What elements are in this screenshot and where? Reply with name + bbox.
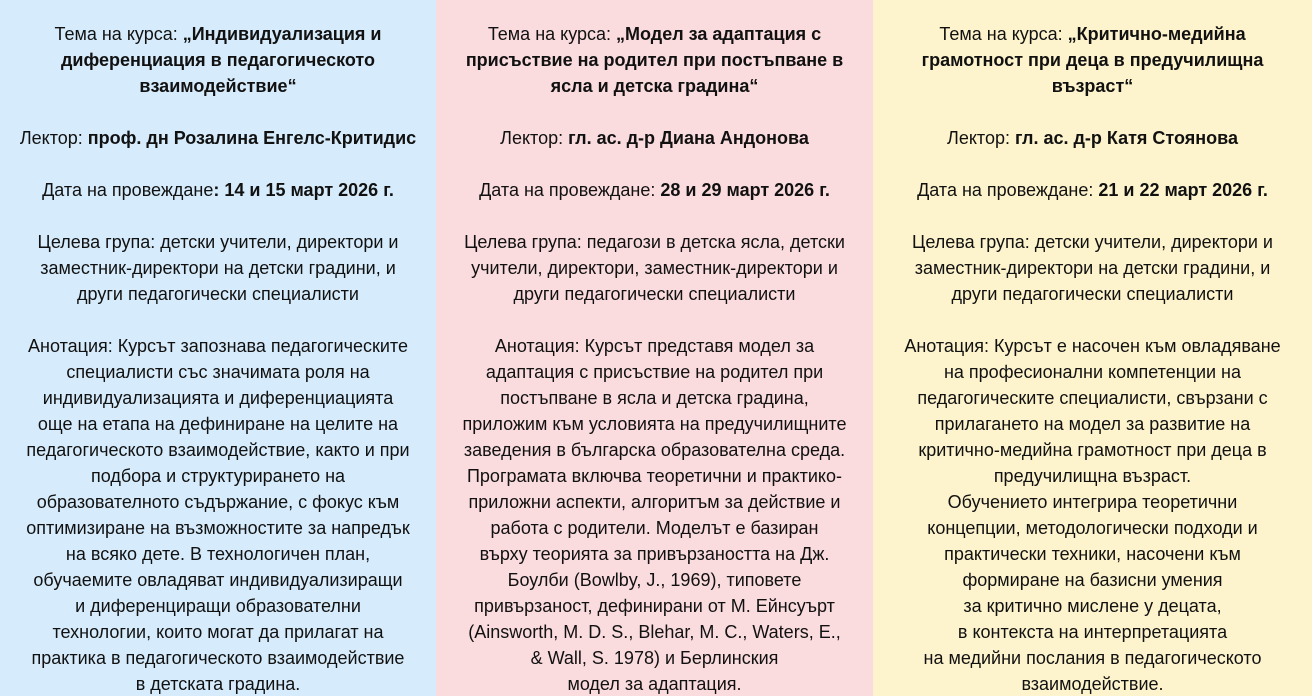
topic-label: Тема на курса: [54,24,183,44]
course-column-3 [873,0,1312,696]
annotation-line: работа с родители. Моделът е базиран [490,518,819,538]
annotation-line: обучаемите овладяват индивидуализиращи [33,570,403,590]
lecturer-label: Лектор: [19,128,88,148]
annotation-line: технологии, които могат да прилагат на [52,622,384,642]
date-value: : 14 и 15 март 2026 г. [213,180,394,200]
target-line: заместник-директори на детски градини, и [40,258,396,278]
annotation-line: в контекста на интерпретацията [957,622,1228,642]
annotation-line: в детската градина. [135,674,301,694]
lecturer-label: Лектор: [947,128,1015,148]
date-label: Дата на провеждане [42,180,214,200]
target-line: Целева група: педагози в детска ясла, детски [464,232,845,252]
annotation-line: приложим към условията на предучилищните [462,414,847,434]
target-group [879,229,1306,307]
annotation-line: още на етапа на дефиниране на целите на [37,414,399,434]
title-line: диференциация в педагогическото [61,50,375,70]
annotation-line: адаптация с присъствие на родител при [485,362,824,382]
title-line: „Модел за адаптация с [616,24,822,44]
annotation-line: формиране на базисни умения [962,570,1223,590]
title-line: грамотност при деца в предучилищна [921,50,1264,70]
target-line: Целева група: детски учители, директори и [37,232,399,252]
annotation-line: прилагането на модел за развитие на [934,414,1251,434]
annotation [879,333,1306,696]
lecturer-name: гл. ас. д-р Катя Стоянова [1014,128,1238,148]
annotation-line: привързаност, дефинирани от М. Ейнсуърт [474,596,835,616]
annotation-line: на професионални компетенции на [943,362,1242,382]
annotation-line: концепции, методологически подходи и [927,518,1258,538]
annotation [442,333,867,696]
annotation-line: предучилищна възраст. [993,466,1192,486]
target-line: Целева група: детски учители, директори и [912,232,1273,252]
annotation-line: и диференциращи образователни [75,596,361,616]
course-title [879,21,1306,99]
annotation-line: образователното съдържание, с фокус към [36,492,400,512]
annotation-line: & Wall, S. 1978) и Берлинския [530,648,779,668]
title-line: взаимодействие“ [139,76,297,96]
annotation-line: практика в педагогическото взаимодействие [31,648,405,668]
target-line: учители, директори, заместник-директори и [471,258,838,278]
topic-label: Тема на курса: [939,24,1068,44]
annotation-line: педагогическите специалисти, свързани с [917,388,1268,408]
title-line: присъствие на родител при постъпване в [465,50,844,70]
date-label: Дата на провеждане: [479,180,661,200]
target-line: други педагогически специалисти [513,284,796,304]
target-line: заместник-директори на детски градини, и [914,258,1271,278]
lecturer [879,125,1306,151]
course-column-1 [0,0,436,696]
title-line: възраст“ [1051,76,1134,96]
course-title [442,21,867,99]
annotation-line: оптимизиране на възможностите за напредък [26,518,410,538]
annotation-line: индивидуализацията и диференциацията [42,388,394,408]
target-line: други педагогически специалисти [77,284,359,304]
course-date [879,177,1306,203]
date-value: 28 и 29 март 2026 г. [660,180,830,200]
annotation-line: на всяко дете. В технологичен план, [65,544,371,564]
lecturer [6,125,430,151]
target-group [442,229,867,307]
target-line: други педагогически специалисти [951,284,1234,304]
title-line: „Индивидуализация и [182,24,382,44]
topic-label: Тема на курса: [487,24,617,44]
annotation-line: Обучението интегрира теоретични [947,492,1238,512]
date-value: 21 и 22 март 2026 г. [1098,180,1268,200]
annotation [6,333,430,696]
annotation-line: (Ainsworth, M. D. S., Blehar, M. C., Waters, E., [468,622,841,642]
lecturer-label: Лектор: [500,128,569,148]
annotation-line: критично-медийна грамотност при деца в [918,440,1267,460]
annotation-line: за критично мислене у децата, [963,596,1222,616]
annotation-line: на медийни послания в педагогическото [923,648,1262,668]
annotation-line: Боулби (Bowlby, J., 1969), типовете [507,570,802,590]
annotation-line: подбора и структурирането на [90,466,346,486]
annotation-line: практически техники, насочени към [944,544,1241,564]
course-date [442,177,867,203]
annotation-line: взаимодействие. [1021,674,1164,694]
annotation-line: върху теорията за привързаността на Дж. [479,544,830,564]
annotation-line: Програмата включва теоретични и практико- [466,466,843,486]
annotation-line: Анотация: Курсът е насочен към овладяване [904,336,1281,356]
target-group [6,229,430,307]
course-title [6,21,430,99]
lecturer-name: гл. ас. д-р Диана Андонова [568,128,809,148]
date-label: Дата на провеждане: [917,180,1099,200]
title-line: ясла и детска градина“ [550,76,759,96]
course-date [6,177,430,203]
annotation-line: постъпване в ясла и детска градина, [500,388,809,408]
annotation-line: специалисти със значимата роля на [66,362,370,382]
annotation-line: Анотация: Курсът запознава педагогическите [28,336,408,356]
lecturer [442,125,867,151]
annotation-line: педагогическото взаимодействие, както и при [26,440,410,460]
annotation-line: модел за адаптация. [567,674,742,694]
annotation-line: Анотация: Курсът представя модел за [494,336,815,356]
annotation-line: заведения в българска образователна среда. [463,440,846,460]
title-line: „Критично-медийна [1067,24,1246,44]
course-column-2 [436,0,873,696]
lecturer-name: проф. дн Розалина Енгелс-Критидис [87,128,417,148]
annotation-line: приложни аспекти, алгоритъм за действие и [468,492,841,512]
